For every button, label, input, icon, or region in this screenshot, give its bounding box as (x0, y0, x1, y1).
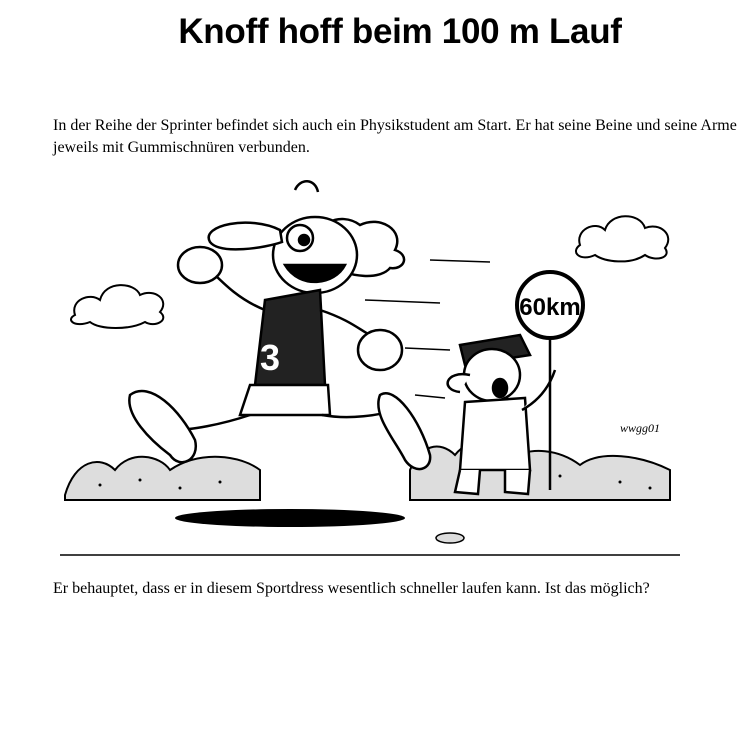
sign-text: 60km (519, 294, 581, 321)
shadow (175, 509, 405, 527)
cloud-left (71, 285, 163, 328)
question-paragraph: Er behauptet, dass er in diesem Sportdress wesentlich schneller laufen kann. Ist das möglich? (53, 580, 650, 597)
runner-number: 3 (260, 337, 281, 378)
stone (436, 533, 464, 543)
page-title: Knoff hoff beim 100 m Lauf (178, 12, 622, 51)
cloud-right (576, 216, 668, 261)
bushes (65, 442, 670, 500)
intro-paragraph: In der Reihe der Sprinter befindet sich auch ein Physikstudent am Start. Er hat seine Beine und seine Arme jeweils mit Gummischnüren verbunden. (53, 117, 737, 156)
artist-signature: wwgg01 (620, 421, 661, 435)
runner (129, 181, 430, 469)
cartoon-illustration (60, 170, 680, 562)
